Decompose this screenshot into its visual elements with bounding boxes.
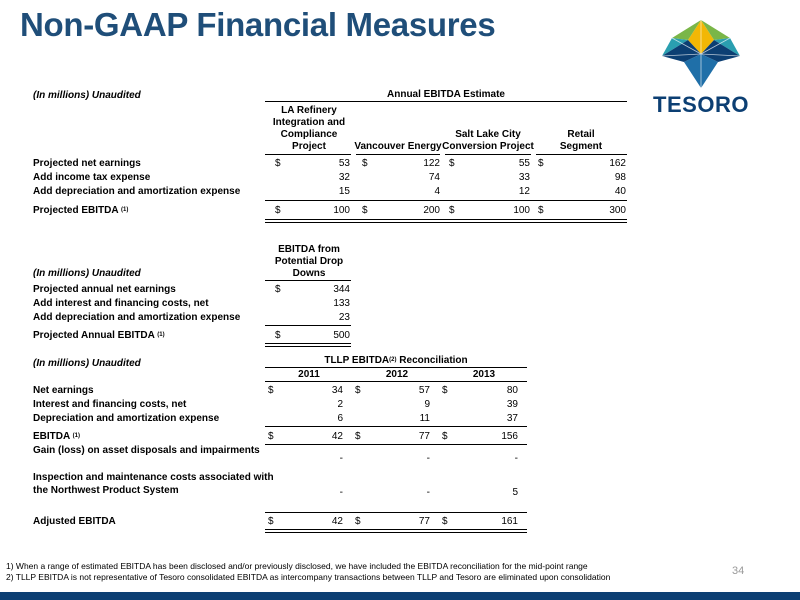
table1-row3-col1: 15 bbox=[338, 186, 350, 197]
page-title: Non-GAAP Financial Measures bbox=[20, 6, 496, 43]
table3-year-2012: 2012 bbox=[385, 369, 409, 380]
table1-row2-label: Add income tax expense bbox=[33, 172, 151, 183]
table3-row3-2013: 37 bbox=[506, 413, 518, 424]
currency-symbol: $ bbox=[538, 205, 544, 216]
currency-symbol: $ bbox=[275, 158, 281, 169]
table3-ebitda-label: EBITDA $^{(1)}$ bbox=[33, 431, 80, 442]
table3-adjusted-label: Adjusted EBITDA bbox=[33, 516, 116, 527]
table1-total-col3: 100 bbox=[513, 205, 530, 216]
table1-row2-col2: 74 bbox=[428, 172, 440, 183]
table3-row3-label: Depreciation and amortization expense bbox=[33, 413, 220, 424]
table1-group-header: Annual EBITDA Estimate bbox=[387, 89, 505, 100]
footer-bar bbox=[0, 592, 800, 600]
table1-row1-col1: 53 bbox=[338, 158, 350, 169]
table1-total-label: Projected EBITDA $^{(1)}$ bbox=[33, 205, 129, 216]
table3-row3-2011: 6 bbox=[337, 413, 343, 424]
table1-total-col2: 200 bbox=[423, 205, 440, 216]
table3-ebitda-rule bbox=[265, 444, 527, 445]
table2-header-line2: Potential Drop bbox=[274, 256, 344, 267]
table1-subtotal-rule bbox=[265, 200, 627, 201]
table3-gain-2011: - bbox=[339, 453, 343, 464]
table1-row1-label: Projected net earnings bbox=[33, 158, 141, 169]
table2-row3-value: 23 bbox=[338, 312, 350, 323]
currency-symbol: $ bbox=[449, 205, 455, 216]
footnotes bbox=[6, 561, 610, 583]
table2-header-rule bbox=[265, 280, 351, 281]
table3-ebitda-2011: 42 bbox=[331, 431, 343, 442]
table3-gain-2013: - bbox=[514, 453, 518, 464]
currency-symbol: $ bbox=[268, 431, 274, 442]
table2-row2-label: Add interest and financing costs, net bbox=[33, 298, 209, 309]
table2-row2-value: 133 bbox=[333, 298, 350, 309]
logo-wordmark: TESORO bbox=[653, 92, 749, 117]
currency-symbol: $ bbox=[355, 431, 361, 442]
currency-symbol: $ bbox=[355, 385, 361, 396]
table3-row1-2011: 34 bbox=[331, 385, 343, 396]
currency-symbol: $ bbox=[442, 431, 448, 442]
table3-adjusted-2013: 161 bbox=[501, 516, 518, 527]
currency-symbol: $ bbox=[442, 516, 448, 527]
table3-gain-label: Gain (loss) on asset disposals and impairments bbox=[33, 445, 260, 456]
table3-row2-2012: 9 bbox=[424, 399, 430, 410]
table3-year-2011: 2011 bbox=[298, 369, 320, 380]
table1-row3-col3: 12 bbox=[518, 186, 530, 197]
table1-total-col1: 100 bbox=[333, 205, 350, 216]
table2-total-value: 500 bbox=[333, 330, 350, 341]
table3-unit-label: (In millions) Unaudited bbox=[33, 358, 141, 369]
table3-ebitda-2013: 156 bbox=[501, 431, 518, 442]
table2-row1-value: 344 bbox=[333, 284, 350, 295]
table1-col3-line2: Conversion Project bbox=[442, 141, 534, 152]
table1-col4-line1: Retail bbox=[567, 129, 595, 140]
table2-row1-label: Projected annual net earnings bbox=[33, 284, 176, 295]
currency-symbol: $ bbox=[362, 158, 368, 169]
table2-header-line1: EBITDA from bbox=[278, 244, 340, 255]
table3-row1-2012: 57 bbox=[418, 385, 430, 396]
table1-col2-header: Vancouver Energy bbox=[354, 141, 442, 152]
table1-header-rule bbox=[265, 101, 627, 102]
table3-header-rule bbox=[265, 367, 527, 368]
table1-row2-col3: 33 bbox=[518, 172, 530, 183]
table2-unit-label: (In millions) Unaudited bbox=[33, 268, 141, 279]
table2-header-line3: Downs bbox=[292, 268, 326, 279]
table3-inspection-label-line2: the Northwest Product System bbox=[33, 485, 179, 496]
table1-col3-rule bbox=[445, 154, 531, 155]
table3-ebitda-2012: 77 bbox=[418, 431, 430, 442]
table3-inspection-2013: 5 bbox=[512, 487, 518, 498]
table1-row1-col2: 122 bbox=[423, 158, 440, 169]
currency-symbol: $ bbox=[362, 205, 368, 216]
table3-year-2013: 2013 bbox=[472, 369, 496, 380]
currency-symbol: $ bbox=[538, 158, 544, 169]
page-number: 34 bbox=[732, 565, 745, 577]
table3-row2-2013: 39 bbox=[506, 399, 518, 410]
table1-row2-col1: 32 bbox=[338, 172, 350, 183]
table3-subtotal-rule bbox=[265, 426, 527, 427]
footnote-1: 1) When a range of estimated EBITDA has been disclosed and/or previously disclosed, we have included the EBITDA reconciliation for the mid-point range bbox=[6, 561, 588, 571]
table3-group-header: TLLP EBITDA$^{(2)}$ Reconciliation bbox=[324, 355, 468, 366]
table1-total-double-rule bbox=[265, 219, 627, 223]
table1-col1-line4: Project bbox=[292, 141, 326, 152]
table1-col4-rule bbox=[536, 154, 627, 155]
currency-symbol: $ bbox=[442, 385, 448, 396]
table3-inspection-label-line1: Inspection and maintenance costs associated with bbox=[33, 472, 274, 483]
table1-col4-line2: Segment bbox=[559, 141, 603, 152]
table1-row3-label: Add depreciation and amortization expense bbox=[33, 186, 241, 197]
currency-symbol: $ bbox=[275, 284, 281, 295]
table1-row1-col4: 162 bbox=[609, 158, 626, 169]
table3-gain-2012: - bbox=[426, 453, 430, 464]
table3-inspection-2012: - bbox=[426, 487, 430, 498]
currency-symbol: $ bbox=[275, 205, 281, 216]
table3-inspection-2011: - bbox=[339, 487, 343, 498]
table2-subtotal-rule bbox=[265, 325, 351, 326]
table3-adjusted-rule bbox=[265, 512, 527, 513]
currency-symbol: $ bbox=[268, 385, 274, 396]
table1-row1-col3: 55 bbox=[518, 158, 530, 169]
table3-row1-2013: 80 bbox=[506, 385, 518, 396]
table1-col3-line1: Salt Lake City bbox=[455, 129, 521, 140]
table3-adjusted-2011: 42 bbox=[331, 516, 343, 527]
table1-col1-rule bbox=[265, 154, 351, 155]
table3-adjusted-2012: 77 bbox=[418, 516, 430, 527]
table3-row3-2012: 11 bbox=[419, 413, 430, 424]
table1-col1-line1: LA Refinery bbox=[281, 105, 337, 116]
table2-total-label: Projected Annual EBITDA $^{(1)}$ bbox=[33, 330, 165, 341]
table1-row2-col4: 98 bbox=[614, 172, 626, 183]
table2-row3-label: Add depreciation and amortization expense bbox=[33, 312, 241, 323]
table2-total-double-rule bbox=[265, 343, 351, 347]
table1-col1-line3: Compliance bbox=[280, 129, 338, 140]
table1-row3-col2: 4 bbox=[434, 186, 440, 197]
currency-symbol: $ bbox=[355, 516, 361, 527]
currency-symbol: $ bbox=[275, 330, 281, 341]
table1-col2-rule bbox=[356, 154, 440, 155]
tesoro-logo bbox=[648, 18, 754, 123]
table3-years-rule bbox=[265, 381, 527, 382]
table3-row2-label: Interest and financing costs, net bbox=[33, 399, 187, 410]
currency-symbol: $ bbox=[449, 158, 455, 169]
table1-total-col4: 300 bbox=[609, 205, 626, 216]
table1-unit-label: (In millions) Unaudited bbox=[33, 90, 141, 101]
table1-col1-line2: Integration and bbox=[272, 117, 346, 128]
currency-symbol: $ bbox=[268, 516, 274, 527]
table3-row2-2011: 2 bbox=[337, 399, 343, 410]
footnote-2: 2) TLLP EBITDA is not representative of Tesoro consolidated EBITDA as intercompany transactions between TLLP and Tesoro are eliminated upon consolidation bbox=[6, 572, 611, 582]
table3-adjusted-double-rule bbox=[265, 529, 527, 533]
tesoro-emblem-icon bbox=[660, 18, 742, 90]
table1-row3-col4: 40 bbox=[614, 186, 626, 197]
table3-row1-label: Net earnings bbox=[33, 385, 94, 396]
